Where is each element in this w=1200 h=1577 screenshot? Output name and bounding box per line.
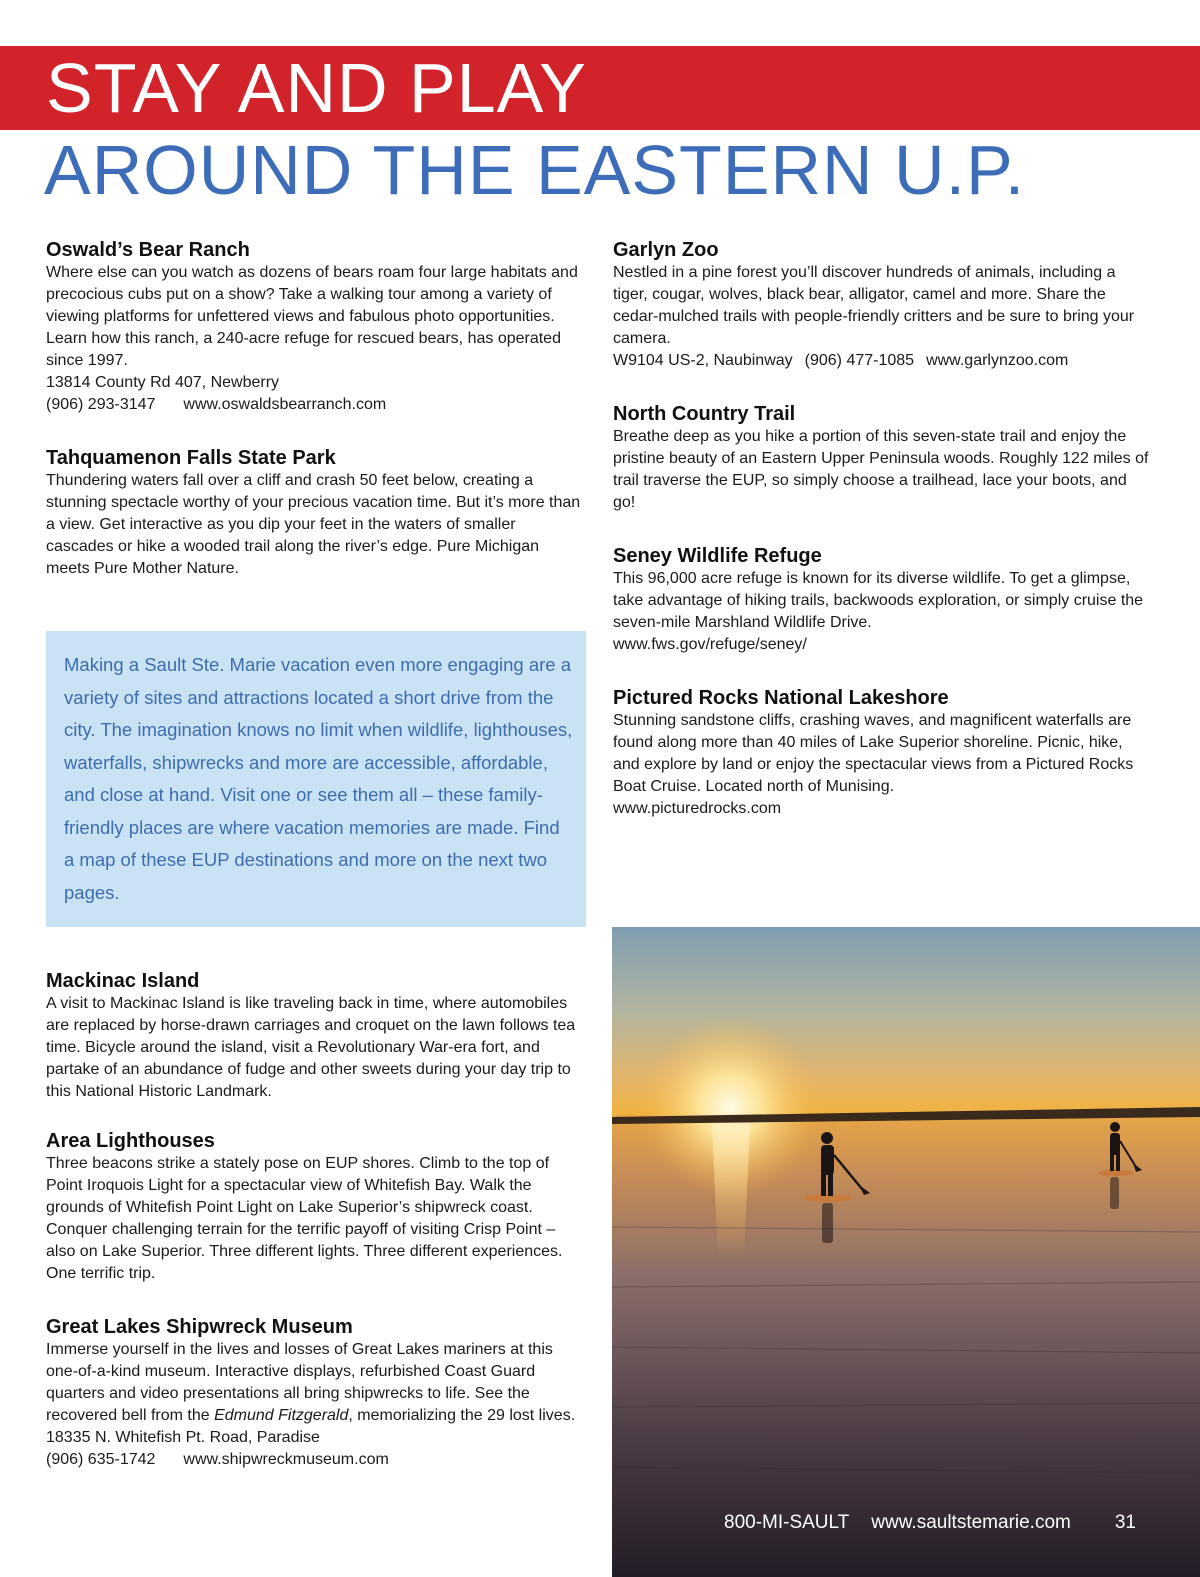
footer-phone: 800-MI-SAULT <box>724 1512 850 1533</box>
entry-address: 13814 County Rd 407, Newberry <box>46 374 280 391</box>
entry-garlyn-zoo <box>613 238 1153 372</box>
intro-callout-text: Making a Sault Ste. Marie vacation even more engaging are a variety of sites and attractions located a short drive from the city. The imagination knows no limit when wildlife, lighthouses, waterfalls, shipwrecks and more are accessible, affordable, and close at hand. Visit one or see them all – these family-friendly places are where vacation memories are made. Find a map of these EUP destinations and more on the next two pages. <box>64 654 573 903</box>
entry-seney-wildlife-refuge <box>613 544 1153 656</box>
entry-title: Oswald’s Bear Ranch <box>46 239 250 261</box>
entry-title: North Country Trail <box>613 403 796 425</box>
page-footer <box>724 1511 1164 1535</box>
entry-phone: (906) 635-1742 <box>46 1451 156 1468</box>
entry-website-link[interactable]: www.shipwreckmuseum.com <box>183 1451 389 1468</box>
entry-phone: (906) 293-3147 <box>46 396 156 413</box>
entry-area-lighthouses <box>46 1129 586 1285</box>
footer-website-link[interactable]: www.saultstemarie.com <box>871 1512 1071 1533</box>
entry-website-link[interactable]: www.garlynzoo.com <box>926 352 1069 369</box>
entry-contact <box>613 350 1153 372</box>
entry-body: Nestled in a pine forest you’ll discover hundreds of animals, including a tiger, cougar, wolves, black bear, alligator, camel and more. Share the cedar-mulched trails with people-friendly critters and be sure to bring your camera. <box>613 264 1135 347</box>
entry-website-link[interactable]: www.picturedrocks.com <box>613 800 782 817</box>
entry-pictured-rocks <box>613 686 1153 820</box>
entry-body-part: , memorializing the 29 lost lives. <box>348 1407 576 1424</box>
entry-contact <box>46 1449 586 1471</box>
entry-body: Breathe deep as you hike a portion of this seven-state trail and enjoy the pristine beauty of an Eastern Upper Peninsula woods. Roughly 122 miles of trail traverse the EUP, so simply choose a trailhead, lace your boots, and go! <box>613 428 1149 511</box>
sunset-paddleboard-photo <box>612 927 1200 1577</box>
entry-body-part: Immerse yourself in the lives and losses of Great Lakes mariners at this one-of-a-kind museum. Interactive displays, refurbished Coast Guard quarters and video presentations all bring shipwrecks to life. See the recovered bell from the <box>46 1341 553 1424</box>
entry-phone: (906) 477-1085 <box>804 352 915 369</box>
entry-title: Mackinac Island <box>46 970 200 992</box>
page-subtitle: AROUND THE EASTERN U.P. <box>44 131 1026 209</box>
entry-tahquamenon-falls <box>46 446 586 580</box>
entry-title: Tahquamenon Falls State Park <box>46 447 336 469</box>
entry-title: Garlyn Zoo <box>613 239 719 261</box>
entry-body: Thundering waters fall over a cliff and crash 50 feet below, creating a stunning spectacle worthy of your precious vacation time. But it’s more than a view. Get interactive as you dip your feet in the waters of smaller cascades or hike a wooded trail along the river’s edge. Pure Michigan meets Pure Mother Nature. <box>46 472 581 577</box>
entry-website-link[interactable]: www.fws.gov/refuge/seney/ <box>613 636 807 653</box>
entry-north-country-trail <box>613 402 1153 514</box>
entry-body: A visit to Mackinac Island is like traveling back in time, where automobiles are replaced by horse-drawn carriages and croquet on the lawn follows tea time. Bicycle around the island, visit a Revolutionary War-era fort, and partake of an abundance of fudge and other sweets during your day trip to this National Historic Landmark. <box>46 995 576 1100</box>
page-number: 31 <box>1114 1512 1136 1533</box>
entry-body <box>46 1339 586 1427</box>
entry-body: This 96,000 acre refuge is known for its diverse wildlife. To get a glimpse, take advantage of hiking trails, backwoods exploration, or simply cruise the seven-mile Marshland Wildlife Drive. <box>613 570 1144 631</box>
entry-title: Area Lighthouses <box>46 1130 215 1152</box>
entry-address: W9104 US-2, Naubinway <box>613 352 793 369</box>
entry-title: Great Lakes Shipwreck Museum <box>46 1316 353 1338</box>
entry-mackinac-island <box>46 969 586 1103</box>
entry-title: Pictured Rocks National Lakeshore <box>613 687 949 709</box>
intro-callout-box <box>46 631 586 927</box>
entry-body-italic: Edmund Fitzgerald <box>214 1407 349 1424</box>
entry-body: Where else can you watch as dozens of bears roam four large habitats and precocious cubs put on a show? Take a walking tour among a variety of viewing platforms for unfettered views and fabulous photo opportunities. Learn how this ranch, a 240-acre refuge for rescued bears, has operated since 1997. <box>46 264 578 369</box>
entry-oswalds-bear-ranch <box>46 238 586 416</box>
entry-website-link[interactable]: www.oswaldsbearranch.com <box>183 396 387 413</box>
entry-title: Seney Wildlife Refuge <box>613 545 822 567</box>
page-title: STAY AND PLAY <box>46 49 587 127</box>
entry-contact <box>46 394 586 416</box>
entry-body: Stunning sandstone cliffs, crashing waves, and magnificent waterfalls are found along more than 40 miles of Lake Superior shoreline. Picnic, hike, and explore by land or enjoy the spectacular views from a Pictured Rocks Boat Cruise. Located north of Munising. <box>613 712 1134 795</box>
entry-body: Three beacons strike a stately pose on EUP shores. Climb to the top of Point Iroquois Light for a spectacular view of Whitefish Bay. Walk the grounds of Whitefish Point Light on Lake Superior’s shipwreck coast. Conquer challenging terrain for the terrific payoff of visiting Crisp Point – also on Lake Superior. Three different lights. Three different experiences. One terrific trip. <box>46 1155 563 1282</box>
entry-address: 18335 N. Whitefish Pt. Road, Paradise <box>46 1429 320 1446</box>
entry-shipwreck-museum <box>46 1315 586 1471</box>
